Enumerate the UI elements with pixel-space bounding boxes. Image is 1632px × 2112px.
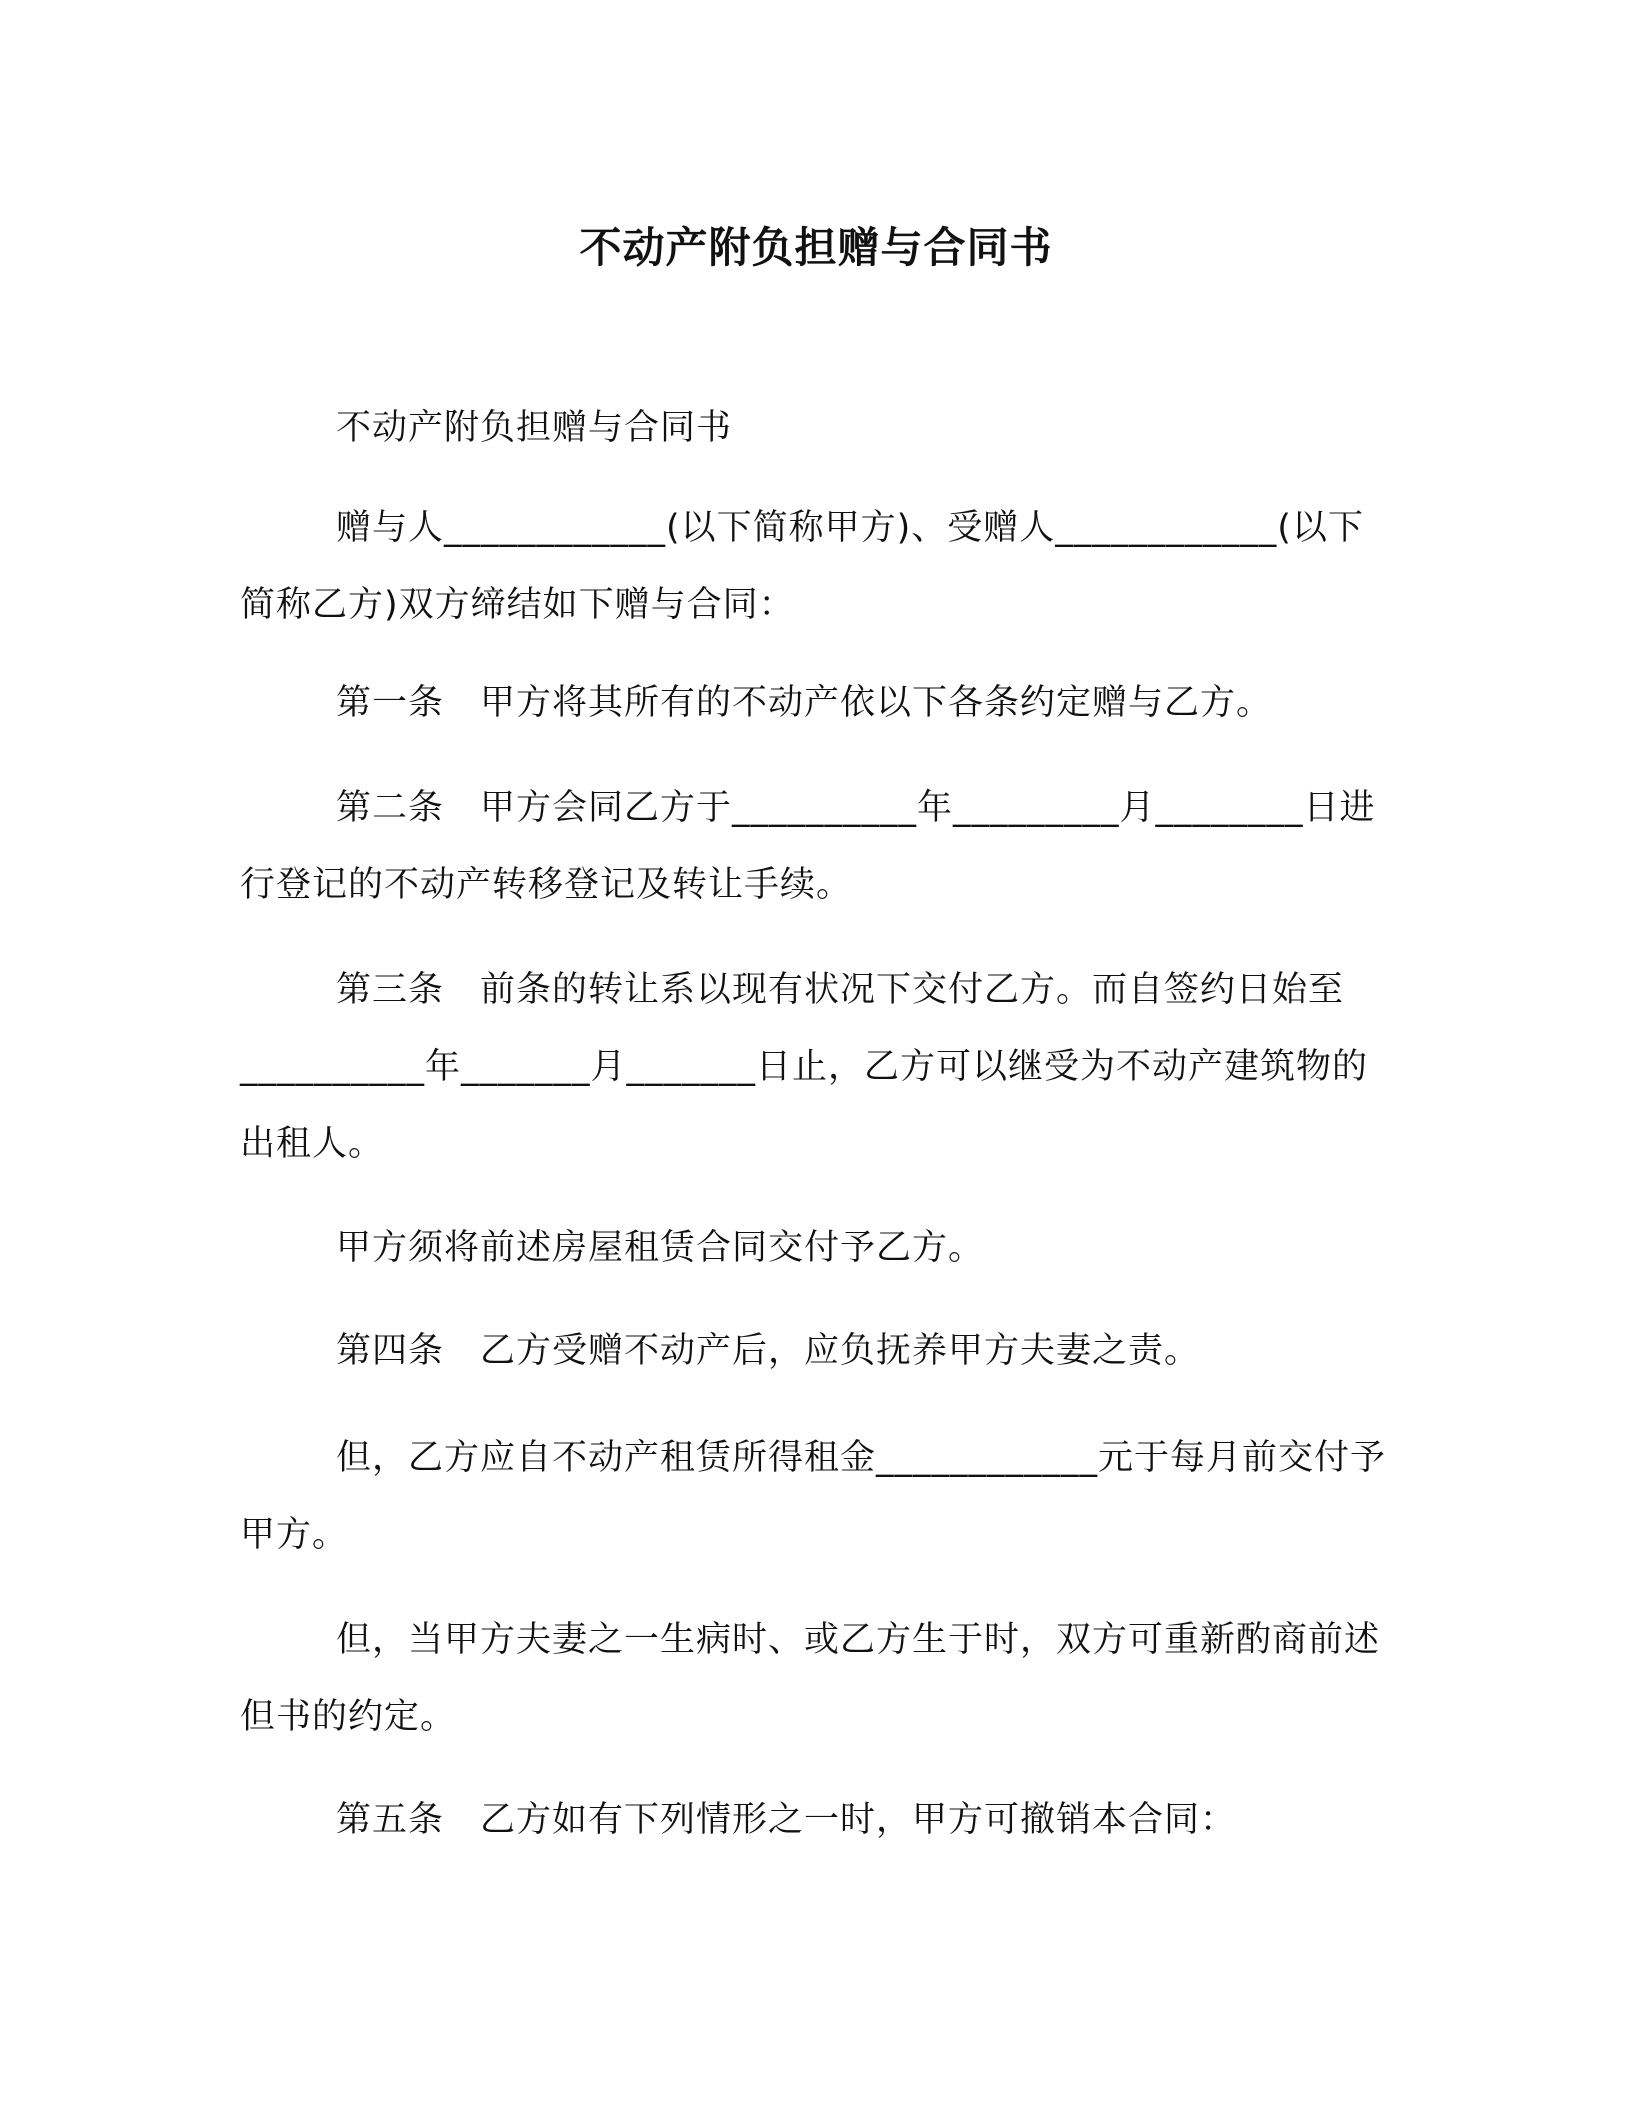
paragraph-article-1: 第一条 甲方将其所有的不动产依以下各条约定赠与乙方。 xyxy=(336,683,1273,723)
paragraph-article-2: 第二条 甲方会同乙方于__________年_________月________日进行登记的不动产转移登记及转让手续。 xyxy=(240,788,1376,905)
paragraph-article-3: 第三条 前条的转让系以现有状况下交付乙方。而自签约日始至__________年_______月_______日止，乙方可以继受为不动产建筑物的出租人。 xyxy=(240,970,1369,1164)
paragraph-parties: 赠与人____________(以下简称甲方)、受赠人____________(以下简称乙方)双方缔结如下赠与合同： xyxy=(240,508,1364,625)
paragraph-rent-proviso: 但，乙方应自不动产租赁所得租金____________元于每月前交付予甲方。 xyxy=(240,1438,1387,1555)
paragraph-renegotiation: 但，当甲方夫妻之一生病时、或乙方生于时，双方可重新酌商前述但书的约定。 xyxy=(240,1620,1381,1737)
paragraph-lease-delivery: 甲方须将前述房屋租赁合同交付予乙方。 xyxy=(336,1228,985,1268)
paragraph-subtitle: 不动产附负担赠与合同书 xyxy=(336,408,733,448)
paragraph-article-4: 第四条 乙方受赠不动产后，应负抚养甲方夫妻之责。 xyxy=(336,1331,1201,1371)
paragraph-article-5: 第五条 乙方如有下列情形之一时，甲方可撤销本合同： xyxy=(336,1800,1237,1840)
document-title: 不动产附负担赠与合同书 xyxy=(579,223,1053,272)
